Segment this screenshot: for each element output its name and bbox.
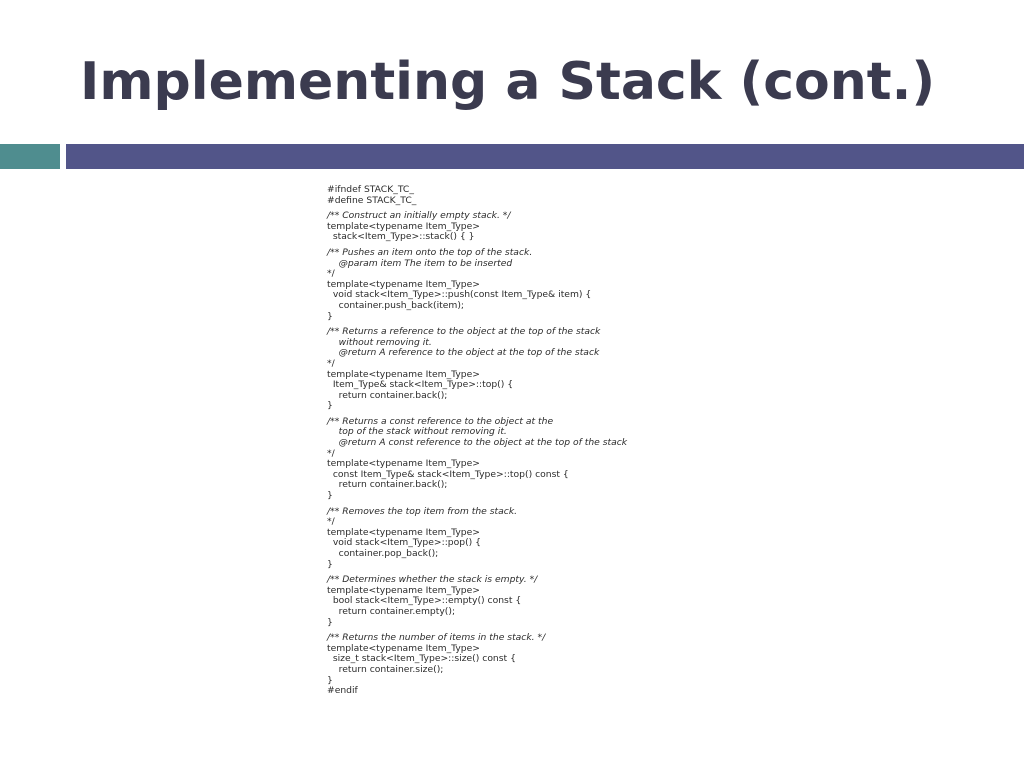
code-line: return container.back(); — [327, 479, 448, 491]
code-line: */ — [327, 268, 335, 280]
code-line: #ifndef STACK_TC_ — [327, 184, 414, 195]
code-comment-line: /** Returns the number of items in the stack. */ — [327, 632, 546, 644]
code-comment-line: top of the stack without removing it. — [327, 426, 507, 438]
code-line: return container.size(); — [327, 663, 444, 675]
code-comment-line: @return A reference to the object at the top of the stack — [327, 347, 600, 359]
code-line: size_t stack<Item_Type>::size() const { — [327, 653, 516, 665]
code-line: #define STACK_TC_ — [327, 194, 417, 206]
code-line: template<typename Item_Type> — [327, 368, 480, 380]
code-line: template<typename Item_Type> — [327, 642, 480, 654]
code-line: return container.back(); — [327, 389, 448, 401]
code-line: } — [327, 674, 333, 686]
code-line: } — [327, 490, 333, 502]
code-line: return container.empty(); — [327, 605, 456, 617]
code-line: template<typename Item_Type> — [327, 220, 480, 232]
code-line: template<typename Item_Type> — [327, 584, 480, 596]
code-comment-line: @param item The item to be inserted — [327, 257, 513, 269]
code-comment-line: /** Construct an initially empty stack. */ — [327, 210, 511, 222]
code-comment-line: without removing it. — [327, 336, 432, 348]
code-line: Item_Type& stack<Item_Type>::top() { — [327, 379, 514, 391]
code-line: } — [327, 310, 333, 322]
code-line: template<typename Item_Type> — [327, 458, 480, 470]
code-line: container.push_back(item); — [327, 299, 465, 311]
accent-bar-left — [0, 144, 60, 169]
slide-title: Implementing a Stack (cont.) — [80, 52, 936, 112]
accent-bar-right — [66, 144, 1024, 169]
code-line: template<typename Item_Type> — [327, 526, 480, 538]
code-line: stack<Item_Type>::stack() { } — [327, 231, 475, 243]
code-line: */ — [327, 357, 335, 369]
code-line: */ — [327, 447, 335, 459]
code-line: #endif — [327, 685, 358, 697]
code-line: container.pop_back(); — [327, 548, 439, 559]
code-line: } — [327, 400, 333, 412]
code-line: template<typename Item_Type> — [327, 278, 480, 290]
code-line: bool stack<Item_Type>::empty() const { — [327, 595, 522, 607]
code-line: void stack<Item_Type>::push(const Item_Type& item) { — [327, 289, 592, 301]
code-line: */ — [327, 516, 335, 528]
code-line: } — [327, 616, 333, 628]
code-line: void stack<Item_Type>::pop() { — [327, 537, 482, 549]
code-comment-line: /** Returns a const reference to the object at the — [327, 415, 554, 427]
code-listing — [327, 185, 687, 697]
code-comment-line: /** Pushes an item onto the top of the stack. — [327, 246, 533, 258]
code-line: const Item_Type& stack<Item_Type>::top() const { — [327, 468, 569, 480]
code-line: } — [327, 558, 333, 570]
code-comment-line: /** Returns a reference to the object at the top of the stack — [327, 326, 601, 338]
code-comment-line: /** Determines whether the stack is empty. */ — [327, 574, 538, 586]
code-comment-line: /** Removes the top item from the stack. — [327, 505, 518, 517]
code-comment-line: @return A const reference to the object at the top of the stack — [327, 437, 628, 449]
